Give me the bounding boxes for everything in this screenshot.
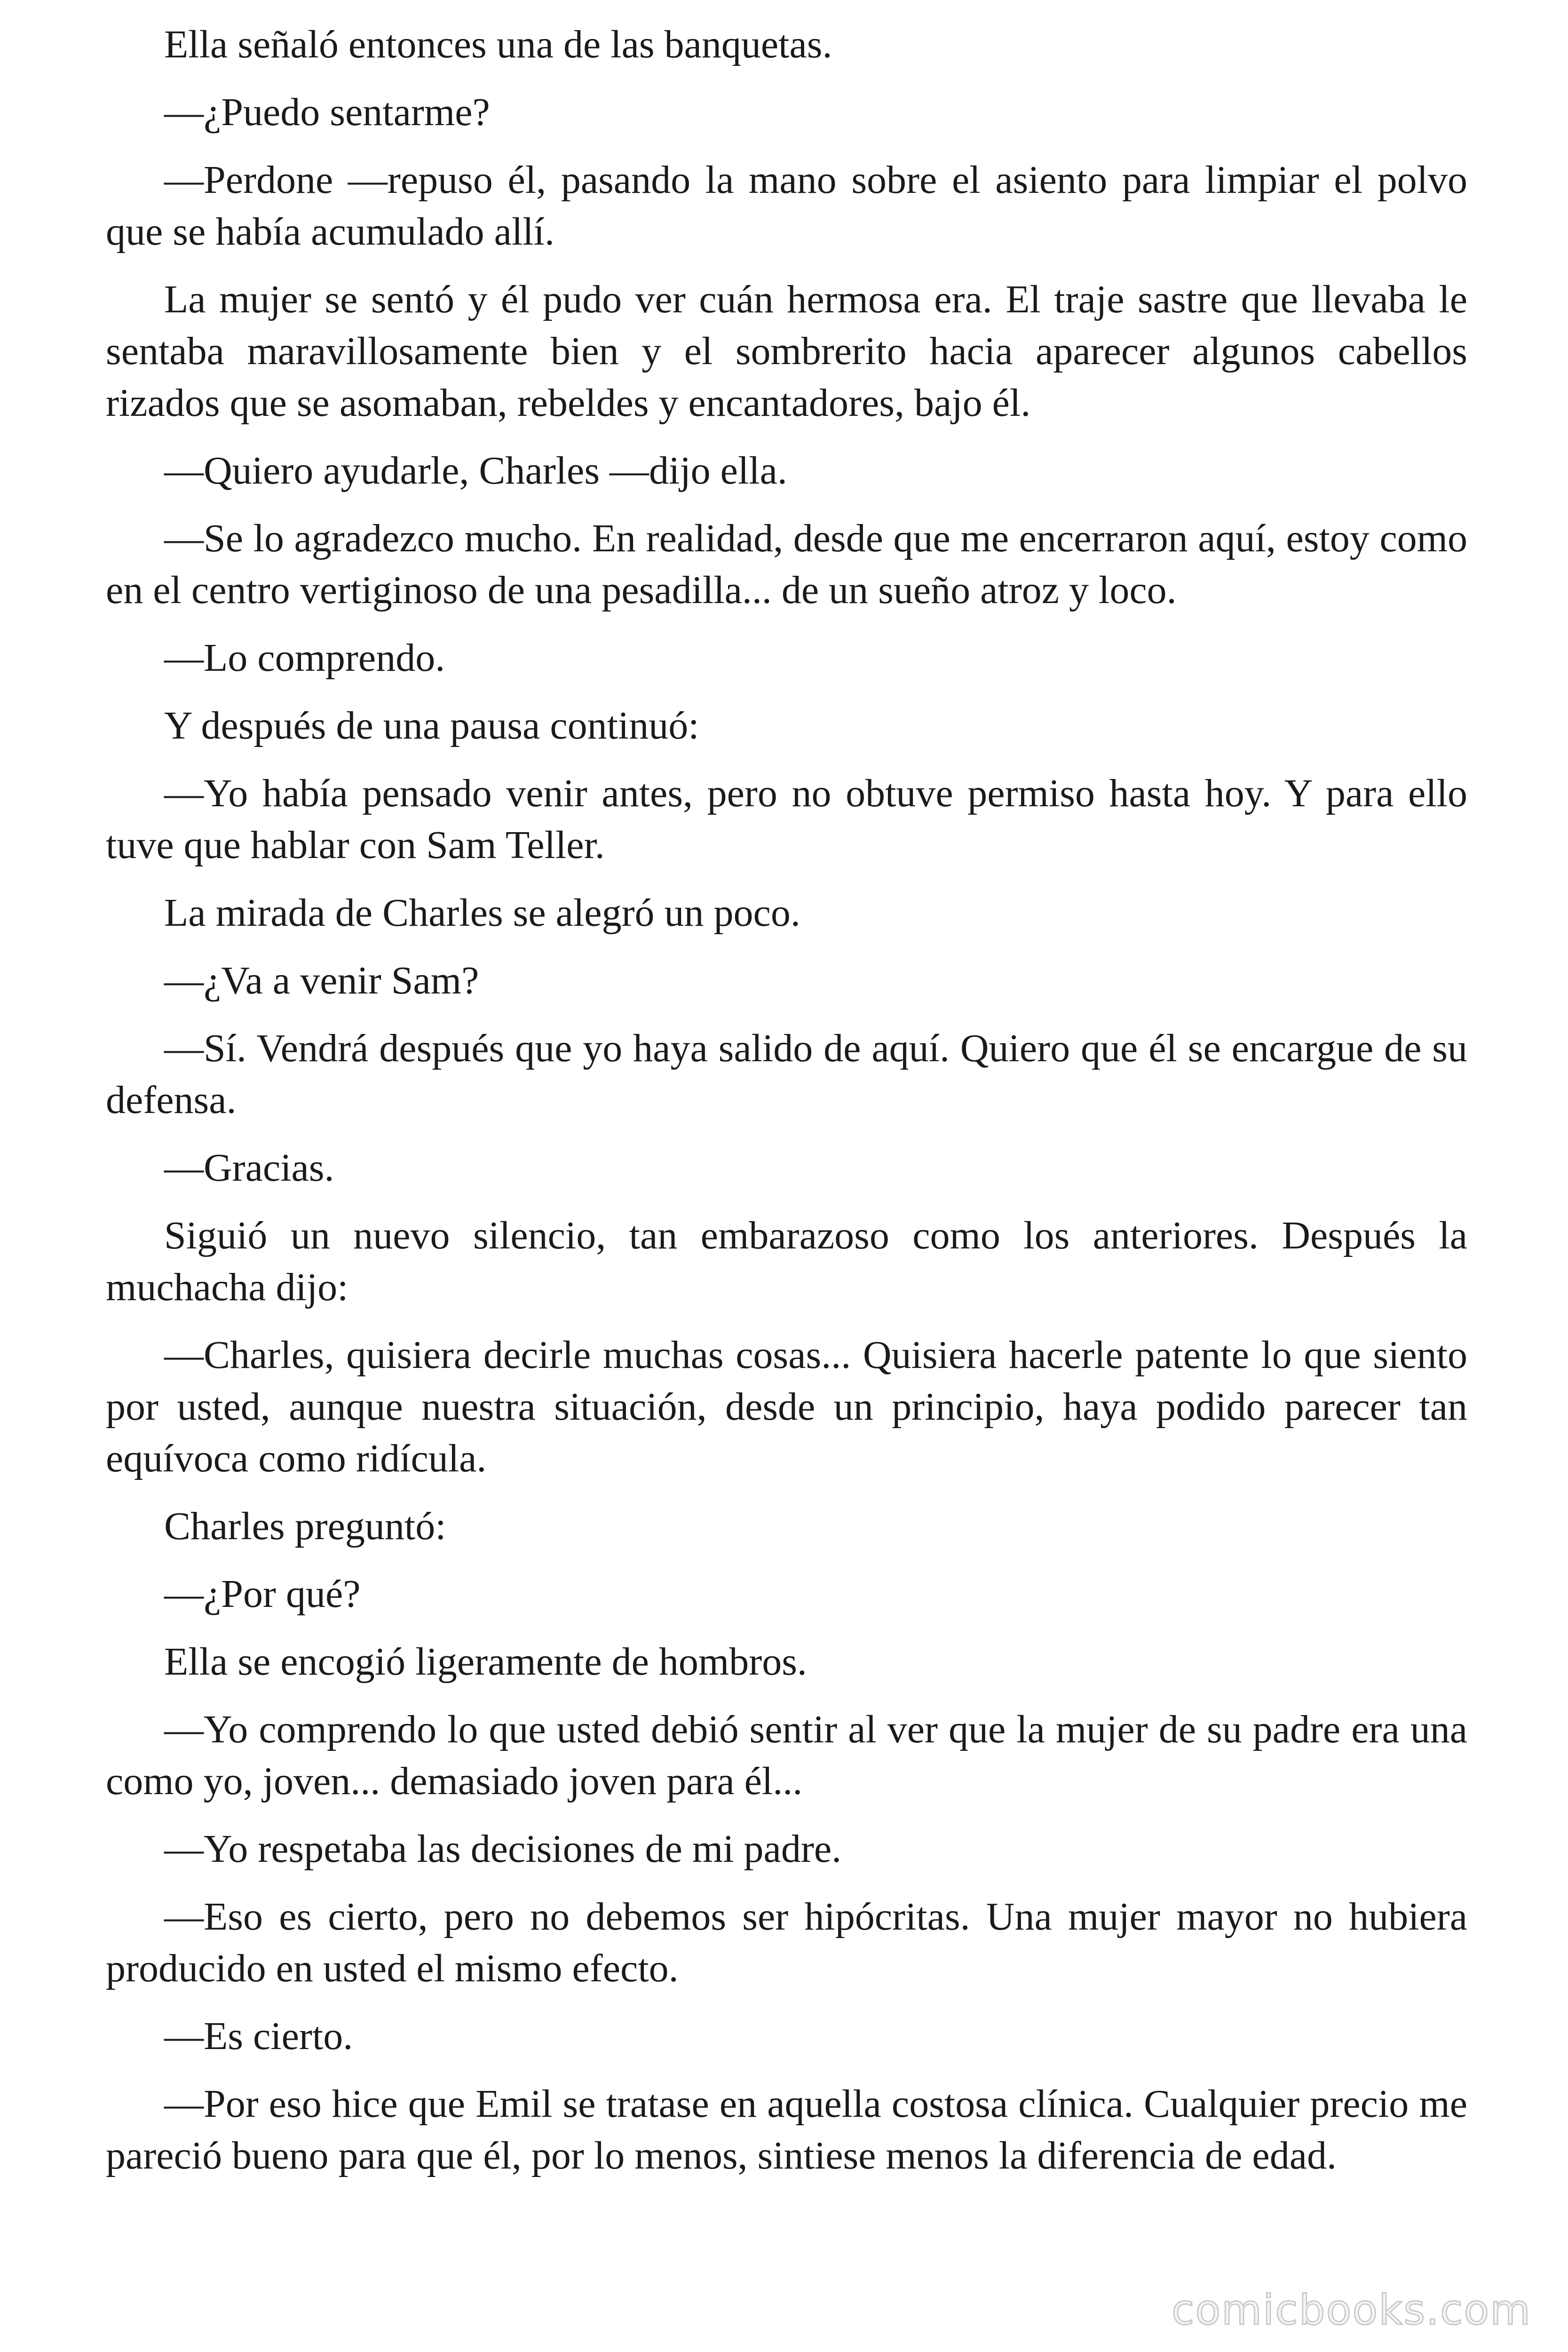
- paragraph: Y después de una pausa continuó:: [164, 704, 699, 747]
- paragraph: —Yo comprendo lo que usted debió sentir al ver que la mujer de su padre era una como yo, joven... demasiado joven para él...: [106, 1708, 1467, 1803]
- paragraph: —¿Va a venir Sam?: [164, 959, 479, 1002]
- paragraph: —Por eso hice que Emil se tratase en aquella costosa clínica. Cualquier precio me pareció bueno para que él, por lo menos, sintiese menos la diferencia de edad.: [106, 2082, 1467, 2177]
- page-body-text: [106, 19, 1467, 2198]
- paragraph: Ella se encogió ligeramente de hombros.: [164, 1640, 807, 1684]
- paragraph: —¿Puedo sentarme?: [164, 90, 490, 134]
- paragraph: —Eso es cierto, pero no debemos ser hipócritas. Una mujer mayor no hubiera producido en usted el mismo efecto.: [106, 1895, 1467, 1990]
- paragraph: —Charles, quisiera decirle muchas cosas... Quisiera hacerle patente lo que siento por usted, aunque nuestra situación, desde un principio, haya podido parecer tan equívoca como ridícula.: [106, 1333, 1467, 1480]
- paragraph: —Sí. Vendrá después que yo haya salido de aquí. Quiero que él se encargue de su defensa.: [106, 1026, 1467, 1122]
- paragraph: La mirada de Charles se alegró un poco.: [164, 891, 800, 935]
- paragraph: Charles preguntó:: [164, 1504, 446, 1548]
- paragraph: Siguió un nuevo silencio, tan embarazoso como los anteriores. Después la muchacha dijo:: [106, 1214, 1467, 1309]
- paragraph: —Perdone —repuso él, pasando la mano sobre el asiento para limpiar el polvo que se había acumulado allí.: [106, 158, 1467, 254]
- watermark-text: comicbooks.com: [1171, 2286, 1531, 2334]
- paragraph: —Yo había pensado venir antes, pero no obtuve permiso hasta hoy. Y para ello tuve que hablar con Sam Teller.: [106, 771, 1467, 867]
- paragraph: —¿Por qué?: [164, 1572, 361, 1616]
- paragraph: La mujer se sentó y él pudo ver cuán hermosa era. El traje sastre que llevaba le sentaba maravillosamente bien y el sombrerito hacia aparecer algunos cabellos rizados que se asomaban, rebeldes y encantadores, bajo él.: [106, 278, 1467, 425]
- paragraph: Ella señaló entonces una de las banquetas.: [164, 23, 832, 66]
- paragraph: —Quiero ayudarle, Charles —dijo ella.: [164, 449, 787, 493]
- paragraph: —Se lo agradezco mucho. En realidad, desde que me encerraron aquí, estoy como en el centro vertiginoso de una pesadilla... de un sueño atroz y loco.: [106, 516, 1467, 612]
- paragraph: —Es cierto.: [164, 2014, 353, 2058]
- paragraph: —Lo comprendo.: [164, 636, 445, 680]
- paragraph: —Yo respetaba las decisiones de mi padre.: [164, 1827, 842, 1871]
- paragraph: —Gracias.: [164, 1146, 334, 1190]
